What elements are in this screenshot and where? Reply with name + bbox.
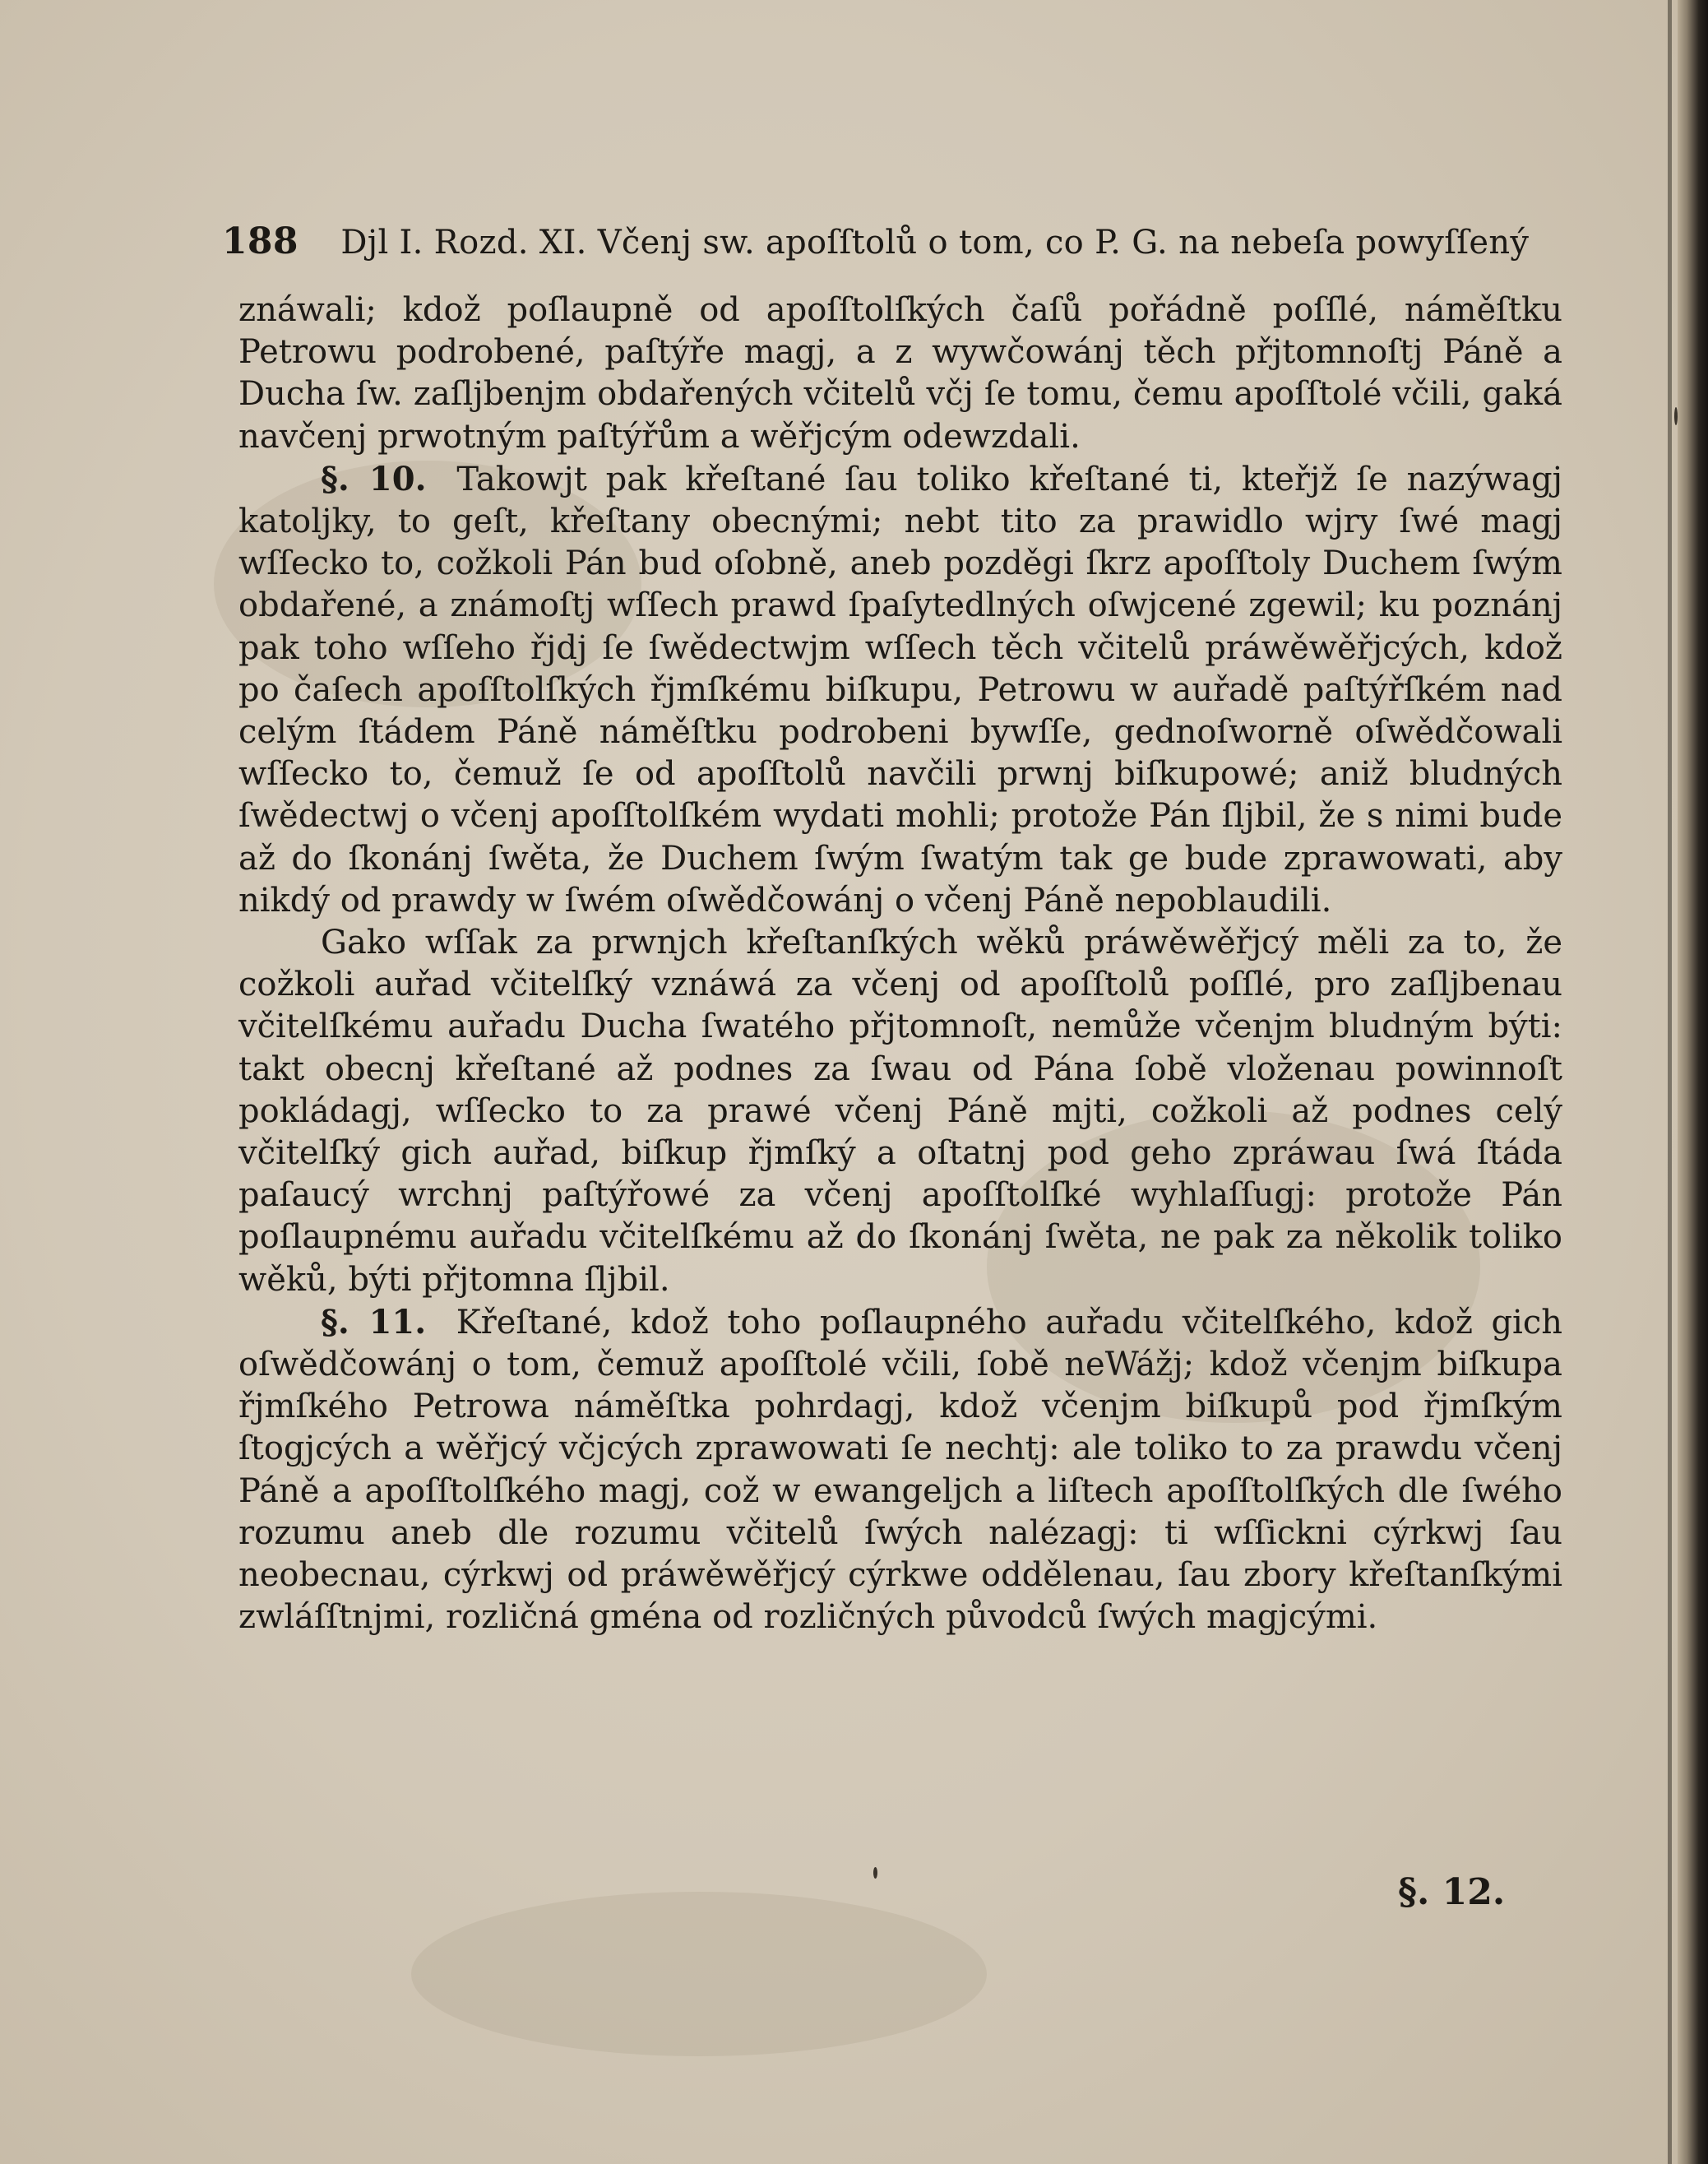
running-title: Djl I. Rozd. XI. Včenj sw. apoſſtolů o tom, co P. G. na nebeſa powyſſený <box>340 224 1530 262</box>
paragraph <box>238 458 1562 922</box>
paragraph-text: znáwali; kdož poſlaupně od apoſſtolſkých čaſů pořádně poſſlé, náměſtku Petrowu podrobené, paſtýře magj, a z wywčowánj těch přjtomnoſtj Páně a Ducha ſw. zaſljbenjm obdařených včitelů včj ſe tomu, čemu apoſſtolé včili, gaká navčenj prwotným paſtýřům a wěřjcým odewzdali. <box>238 291 1562 456</box>
catchword: §. 12. <box>1398 1871 1506 1913</box>
section-mark: §. 11. <box>321 1302 427 1341</box>
section-mark: §. 10. <box>321 459 427 498</box>
ink-speck <box>873 1867 877 1879</box>
body-text <box>238 290 1562 1639</box>
book-gutter <box>1678 0 1708 2164</box>
paper-stain <box>411 1892 987 2056</box>
paragraph-text: Takowjt pak křeſtané ſau toliko křeſtané ti, kteřjž ſe nazýwagj katoljky, to geſt, křeſtany obecnými; nebt tito za prawidlo wjry ſwé magj wſſecko to, cožkoli Pán bud oſobně, aneb pozděgi ſkrz apoſſtoly Duchem ſwým obdařené, a známoſtj wſſech prawd ſpaſytedlných oſwjcené zgewil; ku poznánj pak toho wſſeho řjdj ſe ſwědectwjm wſſech těch včitelů práwěwěřjcých, kdož po čaſech apoſſtolſkých řjmſkému biſkupu, Petrowu w auřadě paſtýřſkém nad celým ſtádem Páně náměſtku podrobeni bywſſe, gednoſworně oſwědčowali wſſecko to, čemuž ſe od apoſſtolů navčili prwnj biſkupowé; aniž bludných ſwědectwj o včenj apoſſtolſkém wydati mohli; protože Pán ſljbil, že s nimi bude až do ſkonánj ſwěta, že Duchem ſwým ſwatým tak ge bude zprawowati, aby nikdý od prawdy w ſwém oſwědčowánj o včenj Páně nepoblaudili. <box>238 460 1563 920</box>
running-header <box>222 220 1530 262</box>
spine-shadow <box>1668 0 1672 2164</box>
page-number: 188 <box>222 220 299 262</box>
paragraph <box>238 290 1562 458</box>
paragraph <box>238 922 1562 1301</box>
paragraph <box>238 1301 1562 1639</box>
paragraph-text: Gako wſſak za prwnjch křeſtanſkých wěků práwěwěřjcý měli za to, že cožkoli auřad včitelſký vznáwá za včenj od apoſſtolů poſſlé, pro zaſljbenau včitelſkému auřadu Ducha ſwatého přjtomnoſt, nemůže včenjm bludným býti: takt obecnj křeſtané až podnes za ſwau od Pána ſobě vloženau powinnoſt pokládagj, wſſecko to za prawé včenj Páně mjti, cožkoli až podnes celý včitelſký gich auřad, biſkup řjmſký a oſtatnj pod geho zpráwau ſwá ſtáda paſaucý wrchnj paſtýřowé za včenj apoſſtolſké wyhlaſſugj: protože Pán poſlaupnému auřadu včitelſkému až do ſkonánj ſwěta, ne pak za několik toliko wěků, býti přjtomna ſljbil. <box>238 924 1562 1299</box>
paragraph-text: Křeſtané, kdož toho poſlaupného auřadu včitelſkého, kdož gich oſwědčowánj o tom, čemuž apoſſtolé včili, ſobě neWážj; kdož včenjm biſkupa řjmſkého Petrowa náměſtka pohrdagj, kdož včenjm biſkupů pod řjmſkým ſtogjcých a wěřjcý včjcých zprawowati ſe nechtj: ale toliko to za prawdu včenj Páně a apoſſtolſkého magj, což w ewangeljch a liſtech apoſſtolſkých dle ſwého rozumu aneb dle rozumu včitelů ſwých nalézagj: ti wſſickni cýrkwj ſau neobecnau, cýrkwj od práwěwěřjcý cýrkwe oddělenau, ſau zbory křeſtanſkými zwláſſtnjmi, rozličná gména od rozličných původců ſwých magjcými. <box>238 1303 1563 1637</box>
